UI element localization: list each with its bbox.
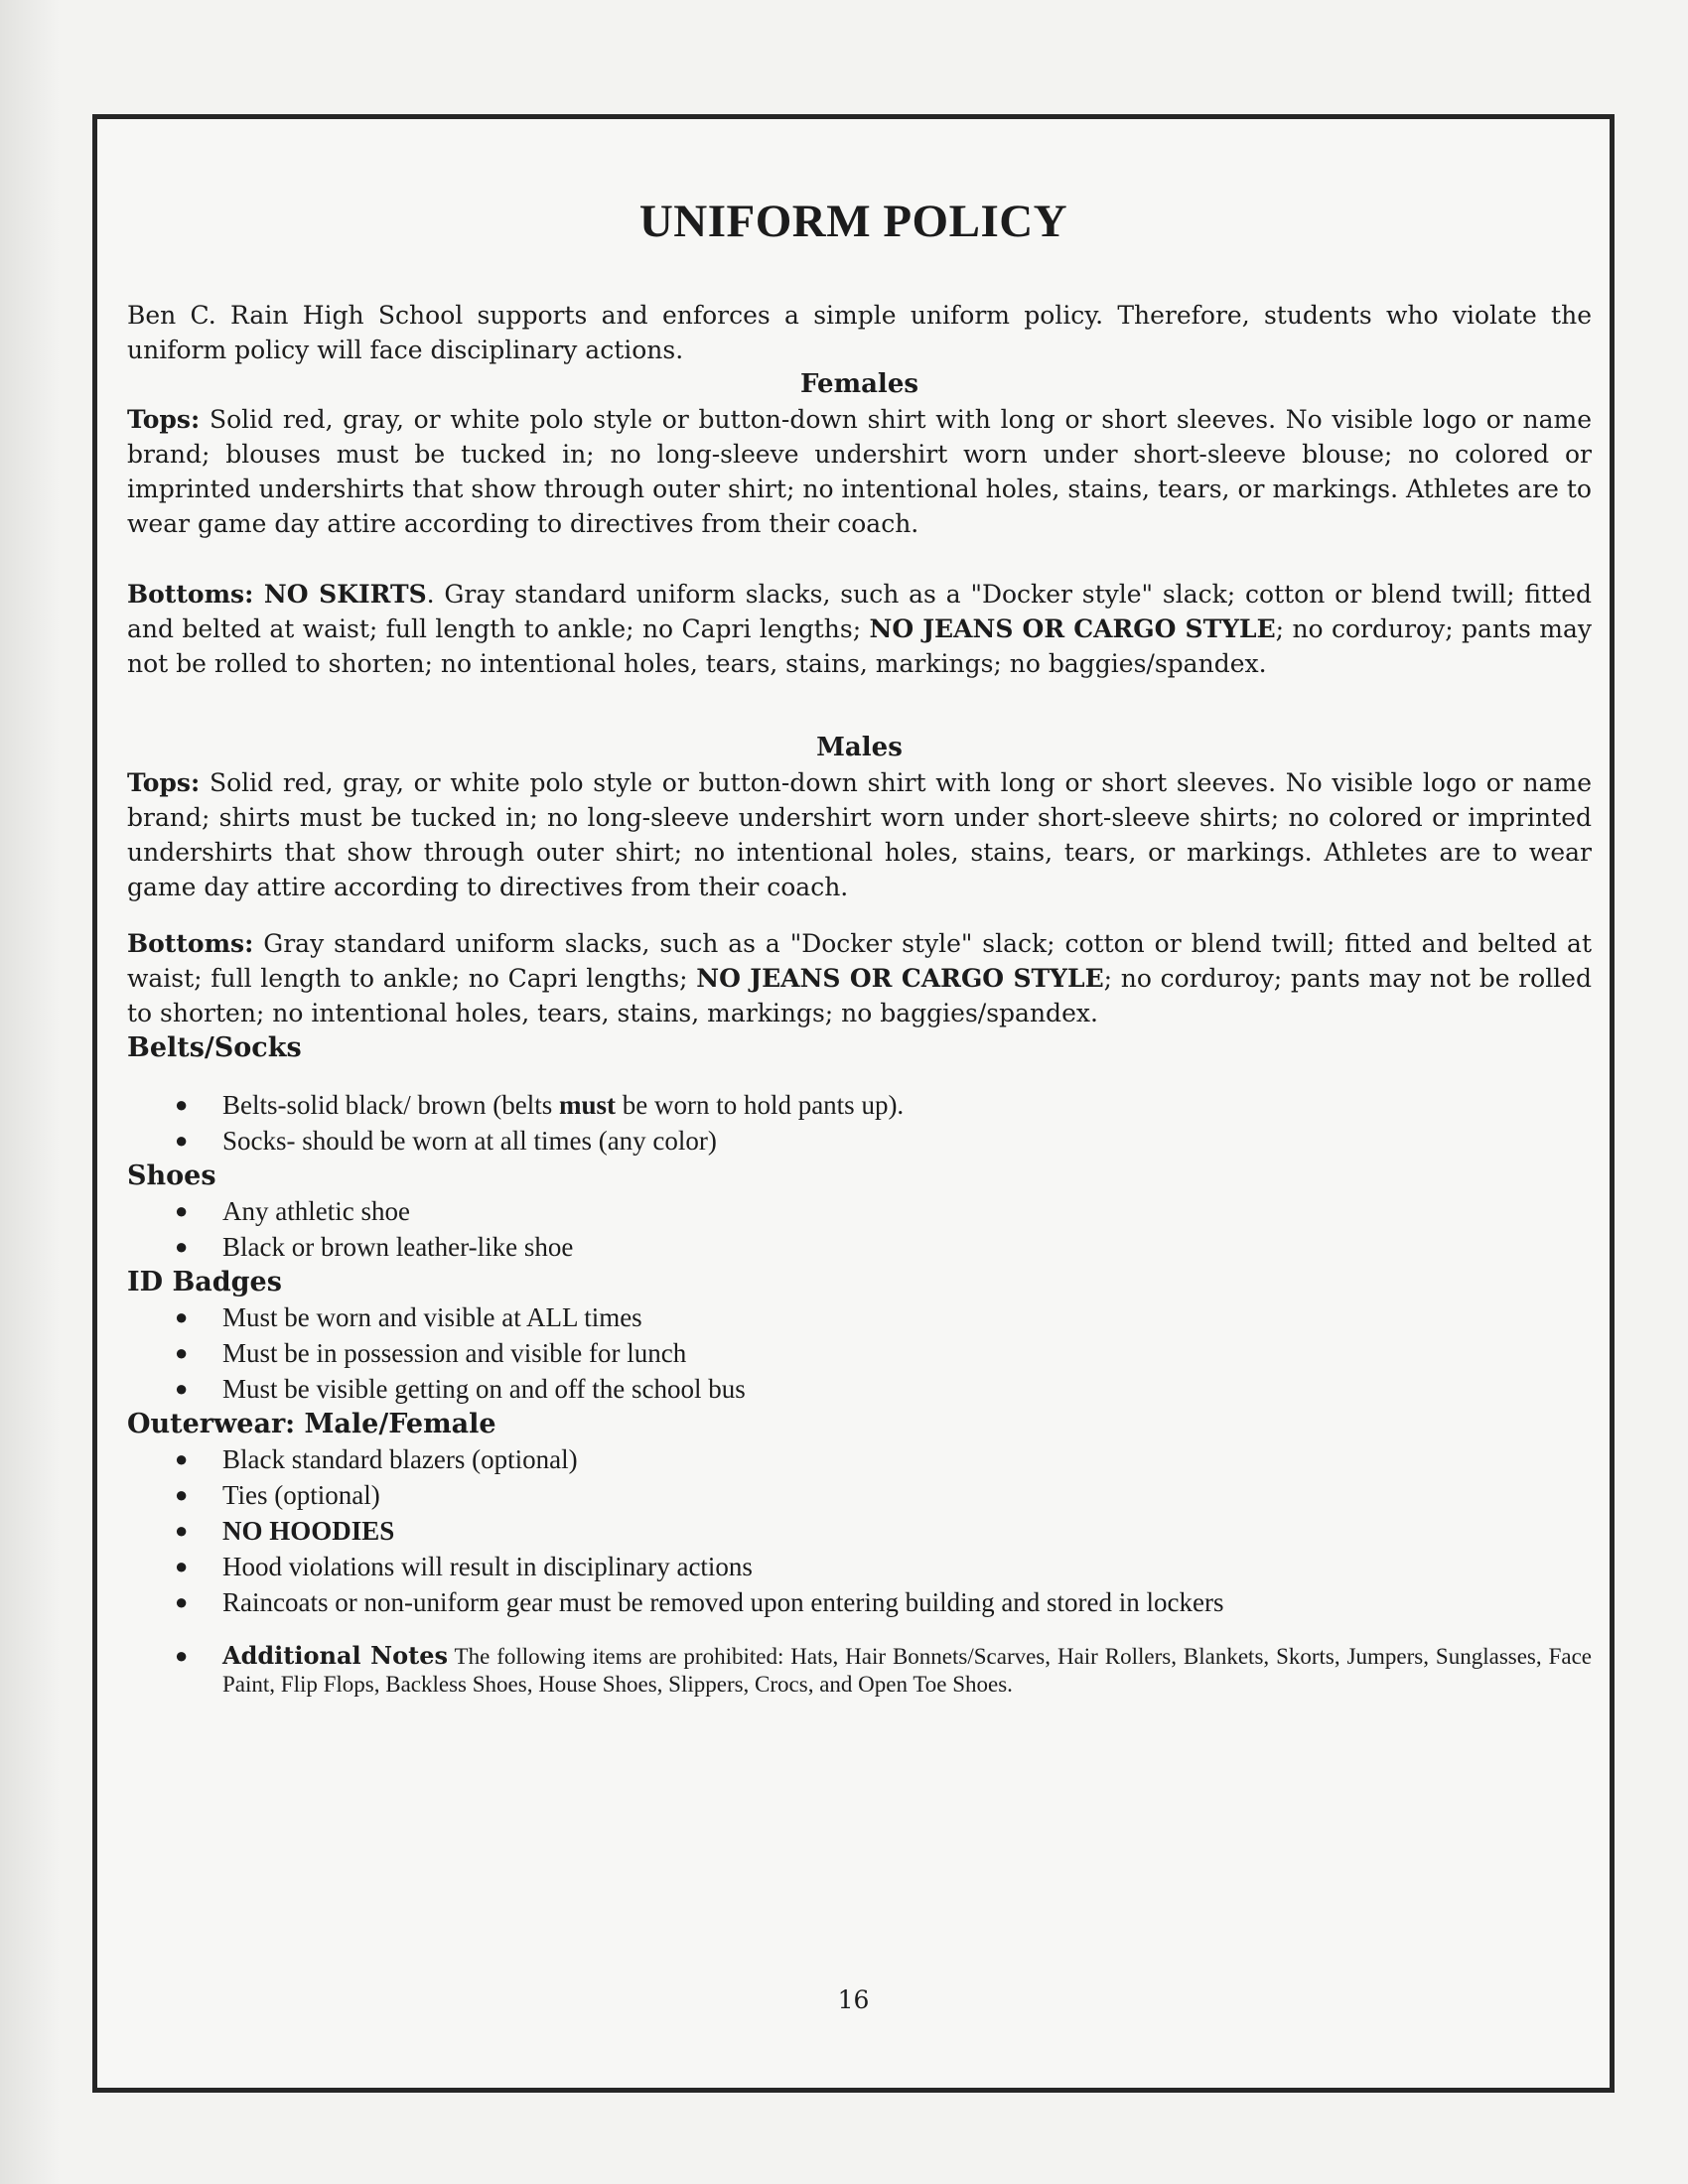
males-bottoms-label: Bottoms: xyxy=(127,929,254,958)
list-item xyxy=(127,1299,1592,1335)
females-bottoms-emph2: NO JEANS OR CARGO STYLE xyxy=(869,614,1276,643)
additional-notes xyxy=(127,1642,1592,1699)
shoes-item-text: Any athletic shoe xyxy=(222,1196,410,1226)
shoes-item-text: Black or brown leather-like shoe xyxy=(222,1232,574,1262)
policy-content xyxy=(127,298,1592,1699)
females-tops-paragraph xyxy=(127,402,1592,541)
bullet-icon: ● xyxy=(175,1589,189,1614)
outerwear-list xyxy=(127,1441,1592,1620)
bullet-icon: ● xyxy=(175,1234,189,1259)
belts-text-a: Belts-solid black/ brown (belts xyxy=(222,1090,559,1120)
socks-text: Socks- should be worn at all times (any color) xyxy=(222,1126,717,1156)
list-item xyxy=(127,1584,1592,1620)
list-item xyxy=(127,1441,1592,1477)
males-tops-label: Tops: xyxy=(127,768,201,797)
additional-notes-heading: Additional Notes xyxy=(222,1641,448,1670)
males-bottoms-text1: Gray standard uniform slacks, such as a "Docker style" slack; cotton or blend twill; fitted and belted at waist; full length to ankle; no Capri lengths; xyxy=(127,929,1592,993)
bullet-icon: ● xyxy=(175,1518,189,1543)
list-item xyxy=(127,1513,1592,1549)
shoes-heading: Shoes xyxy=(127,1160,216,1191)
bullet-icon: ● xyxy=(175,1643,189,1668)
intro-paragraph: Ben C. Rain High School supports and enforces a simple uniform policy. Therefore, students who violate the uniform policy will face disciplinary actions. xyxy=(127,301,1592,364)
bullet-icon: ● xyxy=(175,1198,189,1223)
badge-item-text: Must be in possession and visible for lunch xyxy=(222,1338,687,1368)
males-tops-paragraph xyxy=(127,765,1592,904)
males-heading: Males xyxy=(816,733,903,762)
page-title: UNIFORM POLICY xyxy=(638,196,1068,247)
outerwear-item-text: Raincoats or non-uniform gear must be removed upon entering building and stored in lockers xyxy=(222,1587,1224,1617)
bullet-icon: ● xyxy=(175,1340,189,1365)
females-bottoms-label: Bottoms: xyxy=(127,580,254,609)
outerwear-item-text: Hood violations will result in disciplinary actions xyxy=(222,1552,753,1581)
belts-must: must xyxy=(558,1090,616,1120)
females-tops-label: Tops: xyxy=(127,405,201,434)
additional-notes-text: The following items are prohibited: Hats, Hair Bonnets/Scarves, Hair Rollers, Blankets, Skorts, Jumpers, Sunglasses, Face Paint, Flip Flops, Backless Shoes, House Shoes, Slippers, Crocs, and Open Toe Shoes. xyxy=(222,1644,1592,1697)
list-item xyxy=(127,1335,1592,1371)
list-item xyxy=(127,1193,1592,1229)
females-bottoms-text1: . Gray standard uniform slacks, such as a "Docker style" slack; cotton or blend twill; fitted and belted at waist; full length to ankle; no Capri lengths; xyxy=(127,580,1592,643)
bullet-icon: ● xyxy=(175,1304,189,1329)
bullet-icon: ● xyxy=(175,1482,189,1507)
bullet-icon: ● xyxy=(175,1128,189,1153)
belts-socks-list xyxy=(127,1087,1592,1159)
males-tops-text: Solid red, gray, or white polo style or button-down shirt with long or short sleeves. No visible logo or name brand; shirts must be tucked in; no long-sleeve undershirt worn under short-sleeve shirts; no colored or imprinted undershirts that show through outer shirt; no intentional holes, stains, tears, or markings. Athletes are to wear game day attire according to directives from their coach. xyxy=(127,768,1592,901)
females-bottoms-text2: ; no corduroy; pants may not be rolled to shorten; no intentional holes, tears, stains, markings; no baggies/spandex. xyxy=(127,614,1592,678)
females-bottoms-paragraph xyxy=(127,577,1592,681)
list-item xyxy=(127,1229,1592,1265)
id-badges-heading: ID Badges xyxy=(127,1267,282,1297)
list-item xyxy=(127,1549,1592,1584)
bullet-icon: ● xyxy=(175,1376,189,1401)
bullet-icon: ● xyxy=(175,1554,189,1578)
badge-item-text: Must be worn and visible at ALL times xyxy=(222,1302,642,1332)
list-item xyxy=(127,1087,1592,1123)
males-bottoms-emph: NO JEANS OR CARGO STYLE xyxy=(696,964,1104,993)
males-bottoms-text2: ; no corduroy; pants may not be rolled to shorten; no intentional holes, tears, stains, markings; no baggies/spandex. xyxy=(127,964,1592,1027)
males-bottoms-paragraph xyxy=(127,926,1592,1030)
outerwear-item-text: Ties (optional) xyxy=(222,1480,380,1510)
bullet-icon: ● xyxy=(175,1446,189,1471)
shoes-list xyxy=(127,1193,1592,1265)
list-item xyxy=(127,1371,1592,1407)
outerwear-item-text: Black standard blazers (optional) xyxy=(222,1444,578,1474)
list-item xyxy=(127,1123,1592,1159)
id-badges-list xyxy=(127,1299,1592,1407)
females-bottoms-emph1: NO SKIRTS xyxy=(253,580,427,609)
belts-text-c: be worn to hold pants up). xyxy=(615,1090,905,1120)
page-number: 16 xyxy=(837,1985,870,2014)
outerwear-heading: Outerwear: Male/Female xyxy=(127,1409,496,1439)
list-item xyxy=(127,1477,1592,1513)
females-heading: Females xyxy=(800,369,918,399)
females-tops-text: Solid red, gray, or white polo style or button-down shirt with long or short sleeves. No visible logo or name brand; blouses must be tucked in; no long-sleeve undershirt worn under short-sleeve blouse; no colored or imprinted undershirts that show through outer shirt; no intentional holes, stains, tears, or markings. Athletes are to wear game day attire according to directives from their coach. xyxy=(127,405,1592,538)
scan-edge-shading xyxy=(0,0,60,2184)
belts-socks-heading: Belts/Socks xyxy=(127,1032,302,1063)
outerwear-item-text: NO HOODIES xyxy=(222,1516,395,1546)
badge-item-text: Must be visible getting on and off the school bus xyxy=(222,1374,746,1404)
bullet-icon: ● xyxy=(175,1092,189,1117)
policy-page-frame xyxy=(92,114,1615,2093)
